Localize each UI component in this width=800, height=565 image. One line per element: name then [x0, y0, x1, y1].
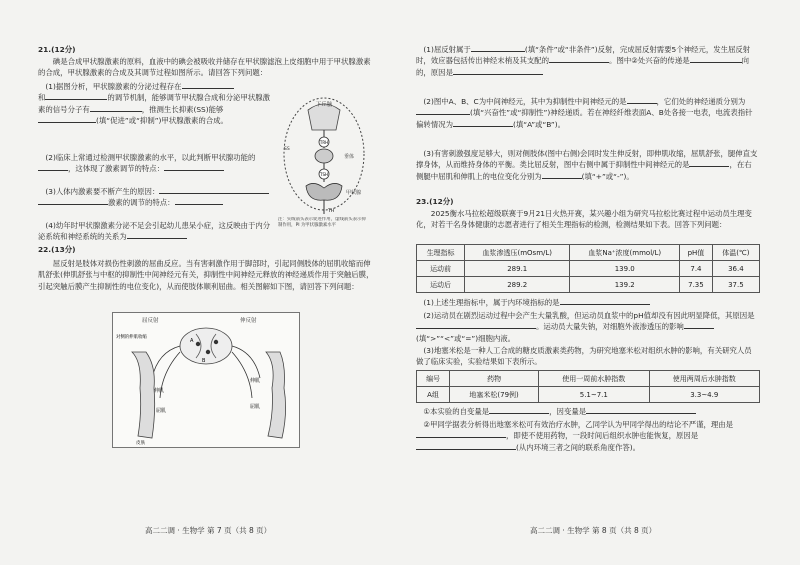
left-flexor-label: 屈肌: [156, 408, 167, 414]
thyroid-regulation-figure: [278, 90, 370, 240]
table-cell: 289.2: [465, 277, 570, 293]
table-header: 编号: [417, 371, 450, 387]
table-cell: 运动后: [417, 277, 465, 293]
table-cell: 5.1~7.1: [539, 387, 649, 403]
table-cell: 3.3~4.9: [649, 387, 759, 403]
q23-intro: 2025衡水马拉松超级联赛于9月21日火热开赛，某兴趣小组为研究马拉松比赛过程中运动员生理变化，对若干名身体健康的志愿者进行了相关生理指标的检测，检测结果如下表。回答下列问题：: [416, 209, 752, 230]
right-extensor-label: 伸肌: [250, 378, 261, 384]
table-cell: 289.1: [465, 261, 570, 277]
q21-p1d: ，推测生长抑素(SS)能够: [141, 104, 224, 114]
table-cell: 36.4: [712, 261, 759, 277]
thyroid-shape: [306, 183, 342, 200]
table-cell: 139.2: [570, 277, 680, 293]
table-cell: 7.35: [680, 277, 713, 293]
reflex-figure: [112, 312, 300, 448]
table-header: 血浆Na⁺浓度(mmol/L): [570, 245, 680, 261]
q23-part1: (1)上述生理指标中，属于内环境指标的是: [416, 297, 758, 308]
pituitary-shape: [315, 149, 333, 163]
table-header-row: [417, 371, 760, 387]
q23-heading: 23.(12分): [416, 197, 454, 206]
q22-intro: 屈反射是肢体对损伤性刺激的屈曲反应。当有害刺激作用于脚部时，引起同侧肢体的屈肌收缩而伸肌舒张(伸肌舒张与中枢的抑制性中间神经元有关，抑制性中间神经元释放的神经递质作用于突触后膜，引起突触后膜产生抑制性的电位变化)，从而使肢体顺利屈曲。相关图解如下图，请回答下列问题：: [38, 259, 374, 291]
r-part3: (3)有害刺激强度足够大，则对侧肢体(图中右侧)会同时发生伸反射，即伸肌收缩，屈肌舒张，腿伸直支撑身体，从而维持身体的平衡。类比屈反射，图中右侧中属于抑制性中间神经元的是 ，在右侧腿中屈肌和伸肌上的电位变化分别为 (填“+”或“-”)。: [416, 149, 758, 181]
table-cell: A组: [417, 387, 450, 403]
q21-part3: (3)人体内激素要不断产生的原因： 激素的调节的特点：: [38, 186, 274, 209]
q21-p1b: 和: [38, 93, 46, 103]
fig1-caption: 注：实线箭头表示促进作用，虚线箭头表示抑制作用，PI 为甲状腺激素水平: [278, 217, 366, 228]
interneuron-b: [206, 350, 210, 354]
table-row: [417, 277, 760, 293]
ss-label: SS: [284, 147, 290, 152]
table-header: 使用两周后水肿指数: [649, 371, 759, 387]
interneuron-c: [214, 340, 218, 344]
trh-label: TRH: [319, 140, 329, 145]
q21-p1e: (填“促进”或“抑制”)甲状腺激素的合成。: [96, 116, 228, 126]
thyroid-label: 甲状腺: [346, 190, 362, 196]
table-header: 生理指标: [417, 245, 465, 261]
right-flexor-label: 屈肌: [250, 404, 261, 410]
skin-label: 皮肤: [136, 441, 146, 446]
left-footer: 高二二调 · 生物学 第 7 页（共 8 页）: [145, 526, 272, 535]
right-page: [400, 0, 800, 565]
table-header-row: [417, 245, 760, 261]
q23-part3a: ①本实验的自变量是 ，因变量是: [416, 406, 758, 417]
table-header: 体温(℃): [712, 245, 759, 261]
drug-table: [416, 370, 760, 403]
q21-intro: 碘是合成甲状腺激素的原料，血液中的碘会被吸收并储存在甲状腺滤泡上皮细胞中用于甲状腺激素的合成，甲状腺激素的合成及其调节过程如图所示。请回答下列问题：: [38, 57, 371, 78]
table-header: pH值: [680, 245, 713, 261]
q21-part2: (2)临床上常通过检测甲状腺激素的水平，以此判断甲状腺功能的，这体现了激素调节的特点：: [38, 152, 274, 175]
q23-part3b: ②甲同学据表分析得出地塞米松可有效治疗水肿，乙同学认为甲同学得出的结论不严谨，理由是，即使不使用药物，一段时间后组织水肿也能恢复，原因是(从内环境三者之间的联系角度作答)。: [416, 419, 758, 453]
title-extension: 伸反射: [240, 318, 257, 324]
left-extensor-label: 伸肌: [154, 388, 165, 394]
label-a: A: [190, 338, 194, 344]
table-header: 药物: [450, 371, 539, 387]
r-part2: (2)图中A、B、C为中间神经元，其中为抑制性中间神经元的是 ，它们处的神经递质分别为(填“兴奋性”或“抑制性”)神经递质。若在神经纤维表面A、B处各接一电表，电流表指针偏转情况为 (填“A”或“B”)。: [416, 97, 753, 129]
label-b: B: [202, 358, 206, 364]
physiology-table: [416, 244, 760, 293]
q21-p1c: 的调节机制，能够调节甲状腺合成和分泌甲状腺激素的信号分子有: [38, 93, 271, 114]
tsh-label: TSH: [320, 172, 328, 177]
table-row: [417, 261, 760, 277]
table-row: [417, 387, 760, 403]
q21-heading: 21.(12分): [38, 45, 76, 54]
table-cell: 地塞米松(79例): [450, 387, 539, 403]
table-header: 使用一周前水肿指数: [539, 371, 649, 387]
pituitary-label: 垂体: [344, 154, 355, 160]
table-cell: 139.0: [570, 261, 680, 277]
q21-p1a: (1)据图分析，甲状腺激素的分泌过程存在: [45, 82, 182, 91]
th-label: TH: [328, 209, 335, 214]
table-header: 血浆渗透压(mOsm/L): [465, 245, 570, 261]
q22-heading: 22.(13分): [38, 245, 76, 254]
table-cell: 运动前: [417, 261, 465, 277]
q23-part3: (3)地塞米松是一种人工合成的糖皮质激素类药物，为研究地塞米松对组织水肿的影响，有关研究人员做了临床实验，实验结果如下表所示。: [416, 346, 752, 367]
table-cell: 7.4: [680, 261, 713, 277]
r-part1: (1)屈反射属于 (填“条件”或“非条件”)反射，完成屈反射需要5个神经元，发生屈反射时，效应器包括传出神经末梢及其支配的 。图中②处兴奋的传递是 向的，原因是: [416, 45, 751, 77]
title-flexion: 屈反射: [142, 318, 159, 324]
q21-part4: (4)幼年时甲状腺激素分泌不足会引起幼儿患呆小症，这反映由于内分泌系统和神经系统的关系为: [38, 221, 271, 242]
hypothalamus-label: 下丘脑: [315, 102, 333, 108]
q23-part2: (2)运动员在剧烈运动过程中会产生大量乳酸，但运动员血浆中的pH值却没有因此明显降低，其原因是。运动员大量失钠，对细胞外液渗透压的影响(填“>”“<”或“=”)细胞内液。: [416, 311, 755, 343]
table-cell: 37.5: [712, 277, 759, 293]
right-footer: 高二二调 · 生物学 第 8 页（共 8 页）: [530, 526, 657, 535]
interneuron-a: [196, 342, 200, 346]
spinal-cord: [180, 328, 232, 364]
q21-part1: [38, 81, 274, 127]
stim-label: 对侧的伸肌收缩: [116, 335, 147, 340]
